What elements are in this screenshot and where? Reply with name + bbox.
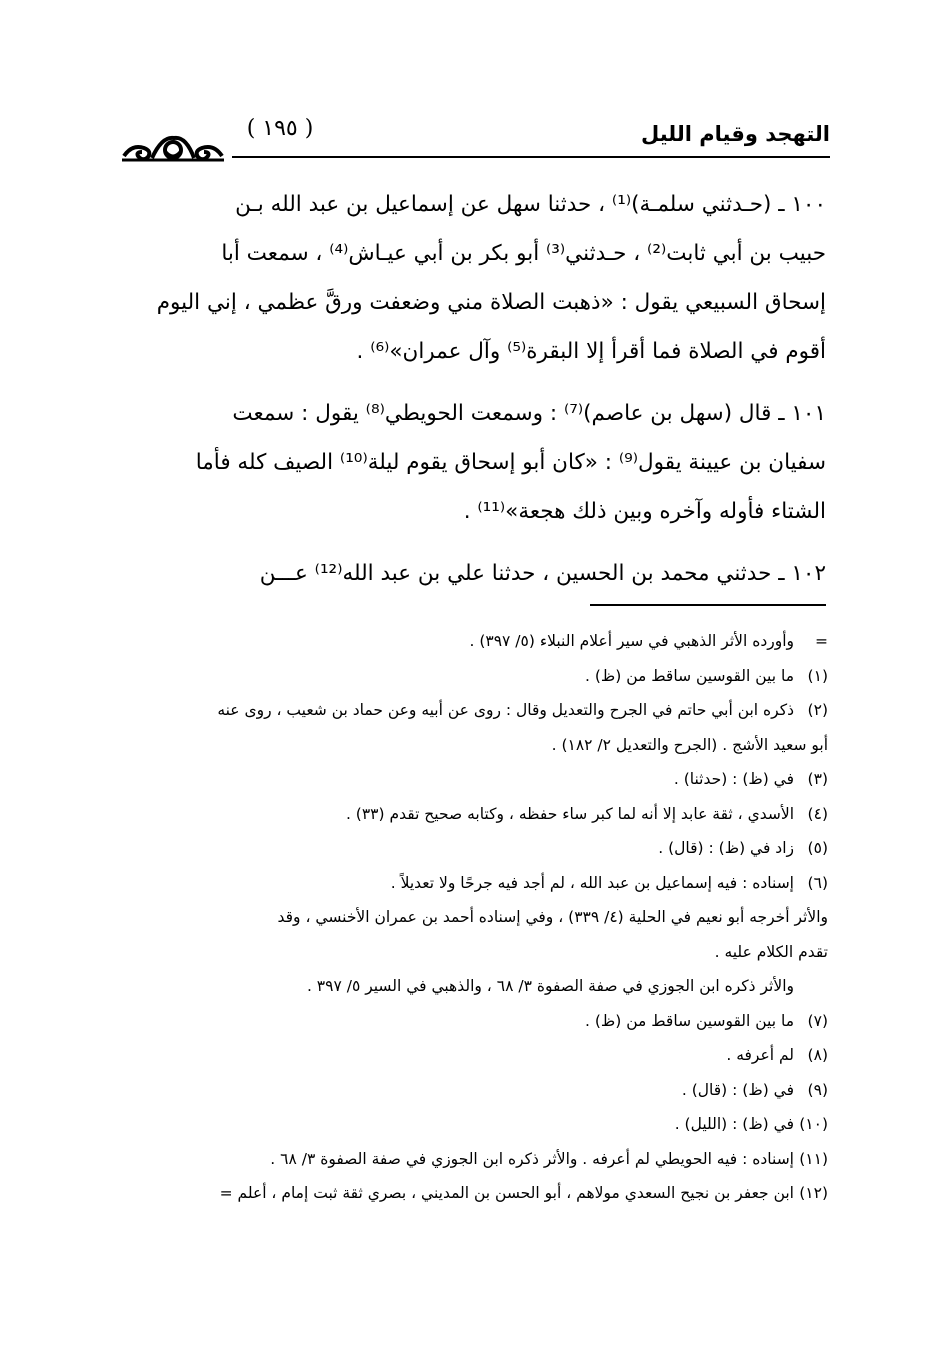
footnote-text: ابن جعفر بن نجيح السعدي مولاهم ، أبو الحسن بن المديني ، بصري ثقة ثبت إمام ، أعلم = xyxy=(219,1184,794,1202)
footnote-number: (٤) xyxy=(807,804,828,823)
hadith-100 xyxy=(116,180,826,376)
footnote-number: (٩) xyxy=(807,1080,828,1099)
footnote-text: في (ظ) : (الليل) . xyxy=(674,1115,794,1133)
footnote-number: (٨) xyxy=(807,1046,828,1064)
main-text xyxy=(116,180,826,611)
footnote-text: أبو سعيد الأشج . (الجرح والتعديل ٢/ ١٨٢) . xyxy=(551,735,828,754)
text-line: إسحاق السبيعي يقول : «ذهبت الصلاة مني وضعفت ورقَّ عظمي ، إني اليوم xyxy=(156,290,826,315)
text-line: حبيب بن أبي ثابت⁽²⁾ ، حـدثني⁽³⁾ أبو بكر بن أبي عيـاش⁽⁴⁾ ، سمعت أبا xyxy=(221,241,826,266)
footnote-text: والأثر ذكره ابن الجوزي في صفة الصفوة ٣/ ٦٨ ، والذهبي في السير ٥/ ٣٩٧ . xyxy=(306,977,794,995)
footnote-item xyxy=(116,1004,828,1039)
footnote-continuation xyxy=(116,900,828,935)
footnote-item xyxy=(116,762,828,797)
footnote-text: إسناده : فيه الحويطي لم أعرفه . والأثر ذكره ابن الجوزي في صفة الصفوة ٣/ ٦٨ . xyxy=(270,1149,794,1168)
footnote-text: ذكره ابن أبي حاتم في الجرح والتعديل وقال : روى عن أبيه وعن حماد بن شعيب ، روى عنه xyxy=(217,701,794,719)
footnote-item xyxy=(116,1176,828,1211)
footnote-text: الأسدي ، ثقة عابد إلا أنه لما كبر ساء حفظه ، وكتابه صحيح تقدم (٣٣) . xyxy=(345,804,794,823)
ornament-icon xyxy=(118,126,228,166)
footnote-number: (١١) xyxy=(799,1149,828,1168)
footnote-item xyxy=(116,693,828,728)
page-number: ( ١٩٥ ) xyxy=(246,116,314,141)
hadith-101 xyxy=(116,389,826,536)
footnote-number: (٣) xyxy=(807,770,828,788)
footnote-text: إسناده : فيه إسماعيل بن عبد الله ، لم أجد فيه جرحًا ولا تعديلاً . xyxy=(390,873,794,892)
footnote-text: في (ظ) : (حدثنا) . xyxy=(673,770,794,788)
footnote-number: (٦) xyxy=(807,873,828,892)
footnote-text: في (ظ) : (قال) . xyxy=(681,1080,794,1099)
footnote-text: زاد في (ظ) : (قال) . xyxy=(658,839,794,857)
footnote-number: (١) xyxy=(807,666,828,685)
text-line: سفيان بن عيينة يقول⁽⁹⁾ : «كان أبو إسحاق يقوم ليلة⁽¹⁰⁾ الصيف كله فأما xyxy=(195,450,826,475)
footnote-number: (١٠) xyxy=(799,1115,828,1133)
text-line: أقوم في الصلاة فما أقرأ إلا البقرة⁽⁵⁾ وآل عمران»⁽⁶⁾ . xyxy=(356,339,826,364)
footnote-text: ما بين القوسين ساقط من (ظ) . xyxy=(584,666,794,685)
footnote-number: (٥) xyxy=(807,839,828,857)
footnote-item xyxy=(116,624,828,659)
footnote-number: (٢) xyxy=(807,701,828,719)
text-line: ١٠١ ـ قال (سهل بن عاصم)⁽⁷⁾ : وسمعت الحويطي⁽⁸⁾ يقول : سمعت xyxy=(232,401,826,426)
footnotes xyxy=(116,624,828,1211)
footnote-item xyxy=(116,797,828,832)
footnote-item xyxy=(116,866,828,901)
footnote-item xyxy=(116,1142,828,1177)
footnote-text: والأثر أخرجه أبو نعيم في الحلية (٤/ ٣٣٩) ، وفي إسناده أحمد بن عمران الأخنسي ، وقد xyxy=(277,908,828,926)
footnote-item xyxy=(116,1107,828,1142)
hadith-102 xyxy=(116,549,826,598)
footnote-item xyxy=(116,831,828,866)
footnote-continuation xyxy=(116,728,828,763)
footnote-number: (١٢) xyxy=(799,1184,828,1202)
footnote-continuation xyxy=(116,935,828,970)
footnote-separator xyxy=(590,604,826,606)
book-title: التهجد وقيام الليل xyxy=(640,122,830,146)
text-line: الشتاء فأوله وآخره وبين ذلك هجعة»⁽¹¹⁾ . xyxy=(463,499,826,524)
header-rule xyxy=(232,156,830,158)
footnote-continuation xyxy=(116,969,828,1004)
footnote-text: وأورده الأثر الذهبي في سير أعلام النبلاء (٥/ ٣٩٧) . xyxy=(469,632,794,650)
footnote-item xyxy=(116,1073,828,1108)
footnote-number: (٧) xyxy=(807,1011,828,1030)
footnote-number: = xyxy=(815,632,828,650)
footnote-text: ما بين القوسين ساقط من (ظ) . xyxy=(584,1011,794,1030)
footnote-text: لم أعرفه . xyxy=(726,1046,794,1064)
footnote-item xyxy=(116,659,828,694)
text-line: ١٠٠ ـ (حـدثني سلمـة)⁽¹⁾ ، حدثنا سهل عن إسماعيل بن عبد الله بـن xyxy=(235,192,826,217)
text-line: ١٠٢ ـ حدثني محمد بن الحسين ، حدثنا علي بن عبد الله⁽¹²⁾ عـــن xyxy=(259,561,826,586)
footnote-text: تقدم الكلام عليه . xyxy=(714,942,828,961)
page-header xyxy=(110,110,830,166)
footnote-item xyxy=(116,1038,828,1073)
